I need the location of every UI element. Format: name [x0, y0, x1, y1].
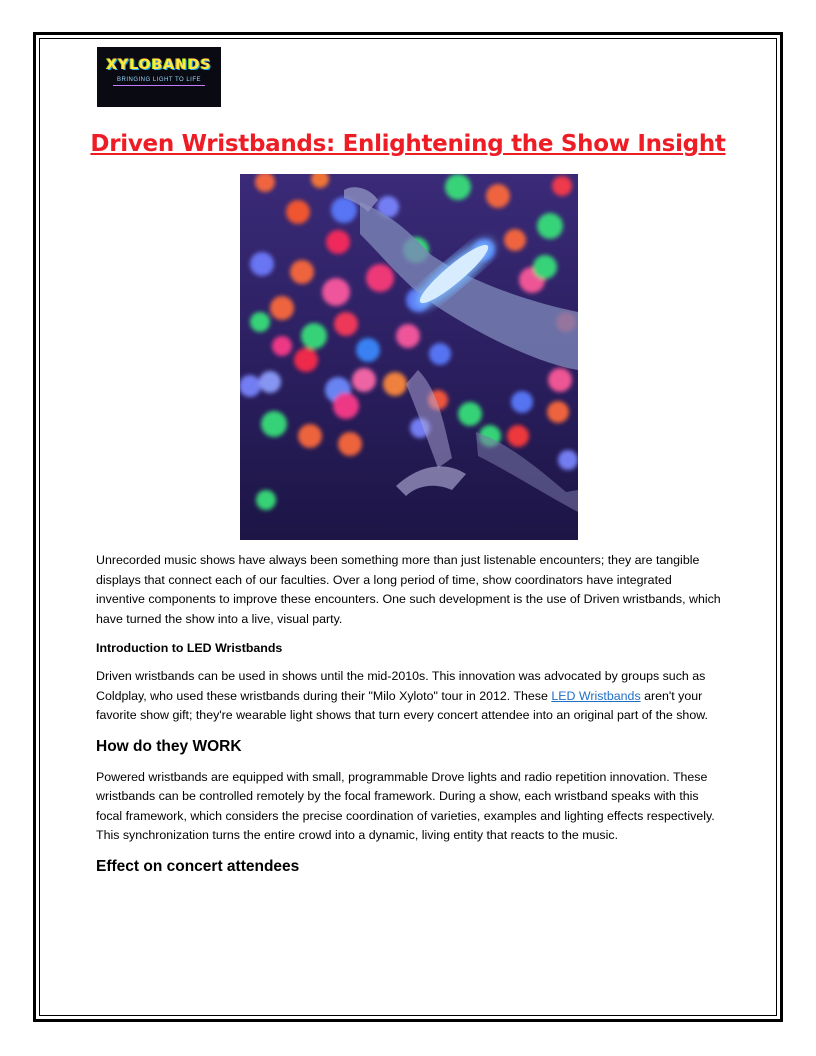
section-heading-how-they-work: How do they WORK	[96, 737, 242, 755]
intro-led-paragraph	[96, 667, 721, 726]
led-wristbands-link[interactable]: LED Wristbands	[551, 688, 641, 703]
intro-led-text-2: aren't your favorite show gift; they're wearable light shows that turn every concert attendee into an original part of the show.	[96, 688, 708, 722]
article-body	[96, 551, 721, 888]
intro-led-text-1: Driven wristbands can be used in shows until the mid-2010s. This innovation was advocated by groups such as Coldplay, who used these wristbands during their "Milo Xyloto" tour in 2012. These	[96, 669, 706, 703]
section-heading-effect: Effect on concert attendees	[96, 857, 300, 875]
page-title: Driven Wristbands: Enlightening the Show Insight	[90, 131, 726, 157]
how-they-work-paragraph: Powered wristbands are equipped with small, programmable Drove lights and radio repetition innovation. These wristbands can be controlled remotely by the focal framework. During a show, each wristband speaks with this focal framework, which considers the precise coordination of varieties, examples and lighting effects respectively. This synchronization turns the entire crowd into a dynamic, living entity that reacts to the music.	[96, 769, 715, 842]
logo-underline	[113, 85, 205, 86]
logo-tagline: BRINGING LIGHT TO LIFE	[116, 77, 202, 83]
section-heading-intro-led: Introduction to LED Wristbands	[96, 641, 283, 655]
concert-wristband-photo	[240, 174, 578, 540]
logo-wordmark: XYLOBANDS	[106, 57, 212, 73]
xylobands-logo	[97, 47, 221, 107]
intro-paragraph: Unrecorded music shows have always been something more than just listenable encounters; they are tangible displays that connect each of our faculties. Over a long period of time, show coordinators have integrated inventive components to improve these encounters. One such development is the use of Driven wristbands, which have turned the show into a live, visual party.	[96, 553, 721, 626]
